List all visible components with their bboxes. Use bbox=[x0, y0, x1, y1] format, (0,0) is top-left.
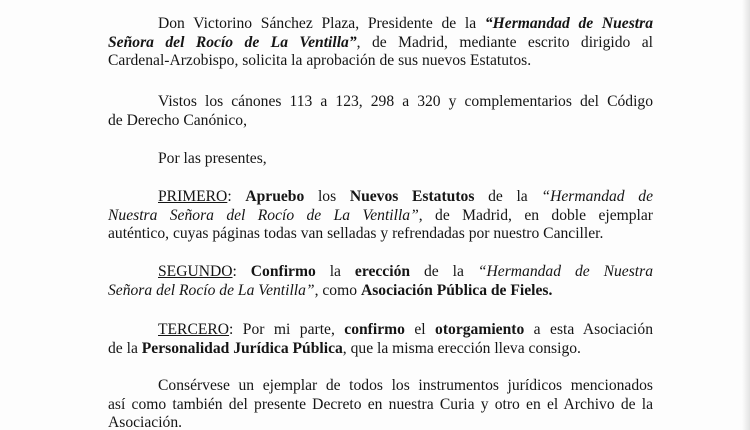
connector-text: de la bbox=[410, 263, 478, 280]
tercero-line-1 bbox=[108, 321, 653, 340]
connector-text: a esta Asociación bbox=[524, 321, 653, 338]
primero-line-1 bbox=[108, 188, 653, 207]
confirm-verb: Confirmo bbox=[250, 263, 316, 280]
brotherhood-name: “Hermandad de Nuestra bbox=[484, 15, 653, 32]
separator: : bbox=[232, 263, 251, 280]
granting-term: otorgamiento bbox=[435, 321, 525, 338]
petition-line-1 bbox=[108, 15, 653, 34]
connector-text: de la bbox=[108, 339, 142, 357]
connector-text: , de Madrid, en doble ejemplar bbox=[418, 206, 653, 224]
petition-paragraph bbox=[108, 15, 653, 71]
petition-text: , de Madrid, mediante escrito dirigido al bbox=[356, 33, 653, 51]
statutes-term: Nuevos Estatutos bbox=[349, 188, 475, 205]
connector-text: los bbox=[304, 188, 350, 205]
presents-line: Por las presentes, bbox=[158, 150, 267, 167]
tercero-label: TERCERO bbox=[158, 321, 230, 338]
tercero-line-2 bbox=[108, 340, 653, 359]
brotherhood-name: Nuestra Señora del Rocío de La Ventilla” bbox=[108, 206, 419, 224]
connector-text: la bbox=[315, 263, 355, 280]
primero-label: PRIMERO bbox=[158, 188, 228, 205]
brotherhood-name: Señora del Rocío de La Ventilla” bbox=[108, 33, 357, 51]
connector-text: , que la misma erección lleva consigo. bbox=[342, 339, 581, 357]
conservation-line-1: Consérvese un ejemplar de todos los instrumentos jurídicos mencionados bbox=[158, 377, 653, 394]
petition-line-2 bbox=[108, 34, 653, 53]
connector-text: : Por mi parte, bbox=[229, 321, 345, 338]
primero-line-2 bbox=[108, 207, 653, 226]
canons-paragraph bbox=[108, 93, 653, 130]
petition-text: Don Victorino Sánchez Plaza, Presidente de la bbox=[158, 15, 485, 32]
conservation-line-2: así como también del presente Decreto en nuestra Curia y otro en el Archivo de la bbox=[108, 395, 653, 413]
page-edge-shadow bbox=[742, 0, 750, 430]
brotherhood-name: “Hermandad de bbox=[541, 188, 653, 205]
brotherhood-name: “Hermandad de Nuestra bbox=[477, 263, 653, 280]
presents-paragraph bbox=[108, 150, 653, 169]
segundo-line-2 bbox=[108, 282, 653, 301]
erection-term: erección bbox=[354, 263, 411, 280]
connector-text: , como bbox=[314, 281, 361, 299]
segundo-line-1 bbox=[108, 263, 653, 282]
connector-text: el bbox=[404, 321, 436, 338]
canons-line-1: Vistos los cánones 113 a 123, 298 a 320 y complementarios del Código bbox=[158, 93, 653, 110]
conservation-line-3: Asociación. bbox=[108, 414, 183, 430]
brotherhood-name: Señora del Rocío de La Ventilla” bbox=[108, 281, 315, 299]
separator: : bbox=[227, 188, 246, 205]
confirm-verb: confirmo bbox=[344, 321, 405, 338]
approve-verb: Apruebo bbox=[245, 188, 305, 205]
segundo-label: SEGUNDO bbox=[158, 263, 233, 280]
public-association-term: Asociación Pública de Fieles. bbox=[360, 281, 553, 299]
primero-line-3: auténtico, cuyas páginas todas van selladas y refrendadas por nuestro Canciller. bbox=[108, 225, 604, 242]
canons-line-2: de Derecho Canónico, bbox=[108, 111, 247, 129]
conservation-paragraph bbox=[108, 377, 653, 430]
connector-text: de la bbox=[474, 188, 542, 205]
tercero-paragraph bbox=[108, 321, 653, 358]
primero-paragraph bbox=[108, 188, 653, 244]
segundo-paragraph bbox=[108, 263, 653, 300]
legal-personality-term: Personalidad Jurídica Pública bbox=[141, 339, 343, 357]
petition-line-3: Cardenal-Arzobispo, solicita la aprobación de sus nuevos Estatutos. bbox=[108, 52, 532, 69]
